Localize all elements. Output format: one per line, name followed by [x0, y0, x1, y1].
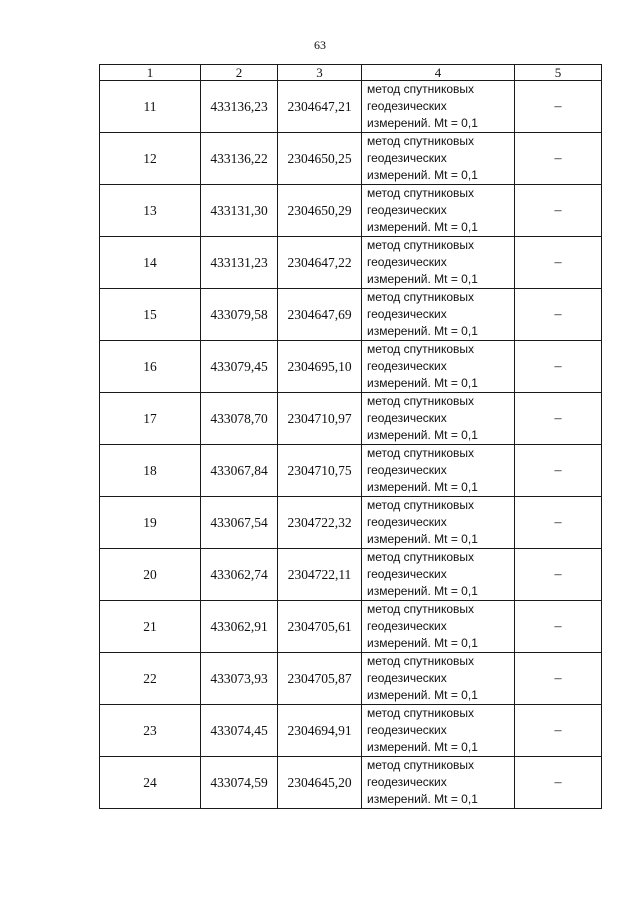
- table-row: [100, 497, 602, 549]
- method-line: измерений. Mt = 0,1: [367, 584, 478, 598]
- method-line: геодезических: [367, 619, 447, 633]
- point-number-cell: 14: [100, 237, 201, 289]
- note-cell: –: [515, 289, 602, 341]
- note-cell: –: [515, 497, 602, 549]
- header-col-2: 2: [201, 65, 278, 81]
- method-line: геодезических: [367, 775, 447, 789]
- x-coordinate-cell: 433074,45: [201, 705, 278, 757]
- table-row: [100, 705, 602, 757]
- header-col-1: 1: [100, 65, 201, 81]
- method-line: геодезических: [367, 723, 447, 737]
- x-coordinate-cell: 433074,59: [201, 757, 278, 809]
- header-col-4: 4: [362, 65, 515, 81]
- point-number-cell: 23: [100, 705, 201, 757]
- method-line: измерений. Mt = 0,1: [367, 220, 478, 234]
- x-coordinate-cell: 433079,45: [201, 341, 278, 393]
- method-cell: [362, 497, 515, 549]
- table-row: [100, 601, 602, 653]
- note-cell: –: [515, 133, 602, 185]
- table-row: [100, 653, 602, 705]
- point-number-cell: 21: [100, 601, 201, 653]
- y-coordinate-cell: 2304695,10: [278, 341, 362, 393]
- table-row: [100, 81, 602, 133]
- table-row: [100, 445, 602, 497]
- method-line: измерений. Mt = 0,1: [367, 532, 478, 546]
- note-cell: –: [515, 601, 602, 653]
- method-line: измерений. Mt = 0,1: [367, 272, 478, 286]
- table-row: [100, 549, 602, 601]
- x-coordinate-cell: 433079,58: [201, 289, 278, 341]
- method-line: геодезических: [367, 411, 447, 425]
- x-coordinate-cell: 433136,23: [201, 81, 278, 133]
- method-line: измерений. Mt = 0,1: [367, 480, 478, 494]
- method-line: метод спутниковых: [367, 82, 475, 96]
- y-coordinate-cell: 2304705,87: [278, 653, 362, 705]
- method-cell: [362, 237, 515, 289]
- method-line: измерений. Mt = 0,1: [367, 428, 478, 442]
- note-cell: –: [515, 445, 602, 497]
- header-col-5: 5: [515, 65, 602, 81]
- note-cell: –: [515, 549, 602, 601]
- method-line: измерений. Mt = 0,1: [367, 116, 478, 130]
- method-line: метод спутниковых: [367, 602, 475, 616]
- table-row: [100, 237, 602, 289]
- method-cell: [362, 757, 515, 809]
- note-cell: –: [515, 653, 602, 705]
- table-row: [100, 289, 602, 341]
- method-line: геодезических: [367, 359, 447, 373]
- method-line: измерений. Mt = 0,1: [367, 688, 478, 702]
- method-line: геодезических: [367, 99, 447, 113]
- x-coordinate-cell: 433067,84: [201, 445, 278, 497]
- method-line: геодезических: [367, 307, 447, 321]
- note-cell: –: [515, 705, 602, 757]
- x-coordinate-cell: 433062,91: [201, 601, 278, 653]
- table-row: [100, 341, 602, 393]
- method-line: измерений. Mt = 0,1: [367, 792, 478, 806]
- point-number-cell: 13: [100, 185, 201, 237]
- point-number-cell: 11: [100, 81, 201, 133]
- method-cell: [362, 653, 515, 705]
- method-cell: [362, 341, 515, 393]
- method-line: метод спутниковых: [367, 446, 475, 460]
- x-coordinate-cell: 433131,30: [201, 185, 278, 237]
- method-line: геодезических: [367, 515, 447, 529]
- method-line: измерений. Mt = 0,1: [367, 376, 478, 390]
- x-coordinate-cell: 433078,70: [201, 393, 278, 445]
- x-coordinate-cell: 433131,23: [201, 237, 278, 289]
- point-number-cell: 24: [100, 757, 201, 809]
- method-line: метод спутниковых: [367, 238, 475, 252]
- method-cell: [362, 445, 515, 497]
- y-coordinate-cell: 2304645,20: [278, 757, 362, 809]
- note-cell: –: [515, 393, 602, 445]
- method-line: геодезических: [367, 203, 447, 217]
- method-cell: [362, 289, 515, 341]
- note-cell: –: [515, 81, 602, 133]
- x-coordinate-cell: 433067,54: [201, 497, 278, 549]
- method-line: метод спутниковых: [367, 654, 475, 668]
- method-line: метод спутниковых: [367, 394, 475, 408]
- y-coordinate-cell: 2304694,91: [278, 705, 362, 757]
- point-number-cell: 20: [100, 549, 201, 601]
- method-cell: [362, 393, 515, 445]
- table-body: [100, 81, 602, 809]
- header-col-3: 3: [278, 65, 362, 81]
- note-cell: –: [515, 185, 602, 237]
- table-row: [100, 393, 602, 445]
- method-line: измерений. Mt = 0,1: [367, 740, 478, 754]
- y-coordinate-cell: 2304705,61: [278, 601, 362, 653]
- note-cell: –: [515, 341, 602, 393]
- y-coordinate-cell: 2304650,25: [278, 133, 362, 185]
- x-coordinate-cell: 433136,22: [201, 133, 278, 185]
- method-line: метод спутниковых: [367, 706, 475, 720]
- x-coordinate-cell: 433062,74: [201, 549, 278, 601]
- method-line: геодезических: [367, 151, 447, 165]
- y-coordinate-cell: 2304647,69: [278, 289, 362, 341]
- note-cell: –: [515, 757, 602, 809]
- method-cell: [362, 185, 515, 237]
- method-line: метод спутниковых: [367, 290, 475, 304]
- table-row: [100, 133, 602, 185]
- method-line: измерений. Mt = 0,1: [367, 636, 478, 650]
- point-number-cell: 22: [100, 653, 201, 705]
- point-number-cell: 12: [100, 133, 201, 185]
- y-coordinate-cell: 2304722,32: [278, 497, 362, 549]
- method-cell: [362, 81, 515, 133]
- method-line: метод спутниковых: [367, 342, 475, 356]
- table-row: [100, 185, 602, 237]
- y-coordinate-cell: 2304647,21: [278, 81, 362, 133]
- y-coordinate-cell: 2304710,75: [278, 445, 362, 497]
- method-line: метод спутниковых: [367, 758, 475, 772]
- method-line: метод спутниковых: [367, 498, 475, 512]
- y-coordinate-cell: 2304650,29: [278, 185, 362, 237]
- coordinates-table: [99, 64, 602, 809]
- x-coordinate-cell: 433073,93: [201, 653, 278, 705]
- method-line: геодезических: [367, 255, 447, 269]
- y-coordinate-cell: 2304647,22: [278, 237, 362, 289]
- note-cell: –: [515, 237, 602, 289]
- y-coordinate-cell: 2304722,11: [278, 549, 362, 601]
- method-line: измерений. Mt = 0,1: [367, 324, 478, 338]
- method-line: геодезических: [367, 463, 447, 477]
- y-coordinate-cell: 2304710,97: [278, 393, 362, 445]
- table-header-row: [100, 65, 602, 81]
- method-cell: [362, 705, 515, 757]
- method-line: геодезических: [367, 567, 447, 581]
- method-cell: [362, 601, 515, 653]
- method-line: метод спутниковых: [367, 550, 475, 564]
- method-line: метод спутниковых: [367, 186, 475, 200]
- page-number: 63: [314, 38, 326, 52]
- method-cell: [362, 549, 515, 601]
- method-line: геодезических: [367, 671, 447, 685]
- method-line: измерений. Mt = 0,1: [367, 168, 478, 182]
- table-row: [100, 757, 602, 809]
- point-number-cell: 18: [100, 445, 201, 497]
- point-number-cell: 17: [100, 393, 201, 445]
- point-number-cell: 16: [100, 341, 201, 393]
- method-line: метод спутниковых: [367, 134, 475, 148]
- method-cell: [362, 133, 515, 185]
- point-number-cell: 19: [100, 497, 201, 549]
- point-number-cell: 15: [100, 289, 201, 341]
